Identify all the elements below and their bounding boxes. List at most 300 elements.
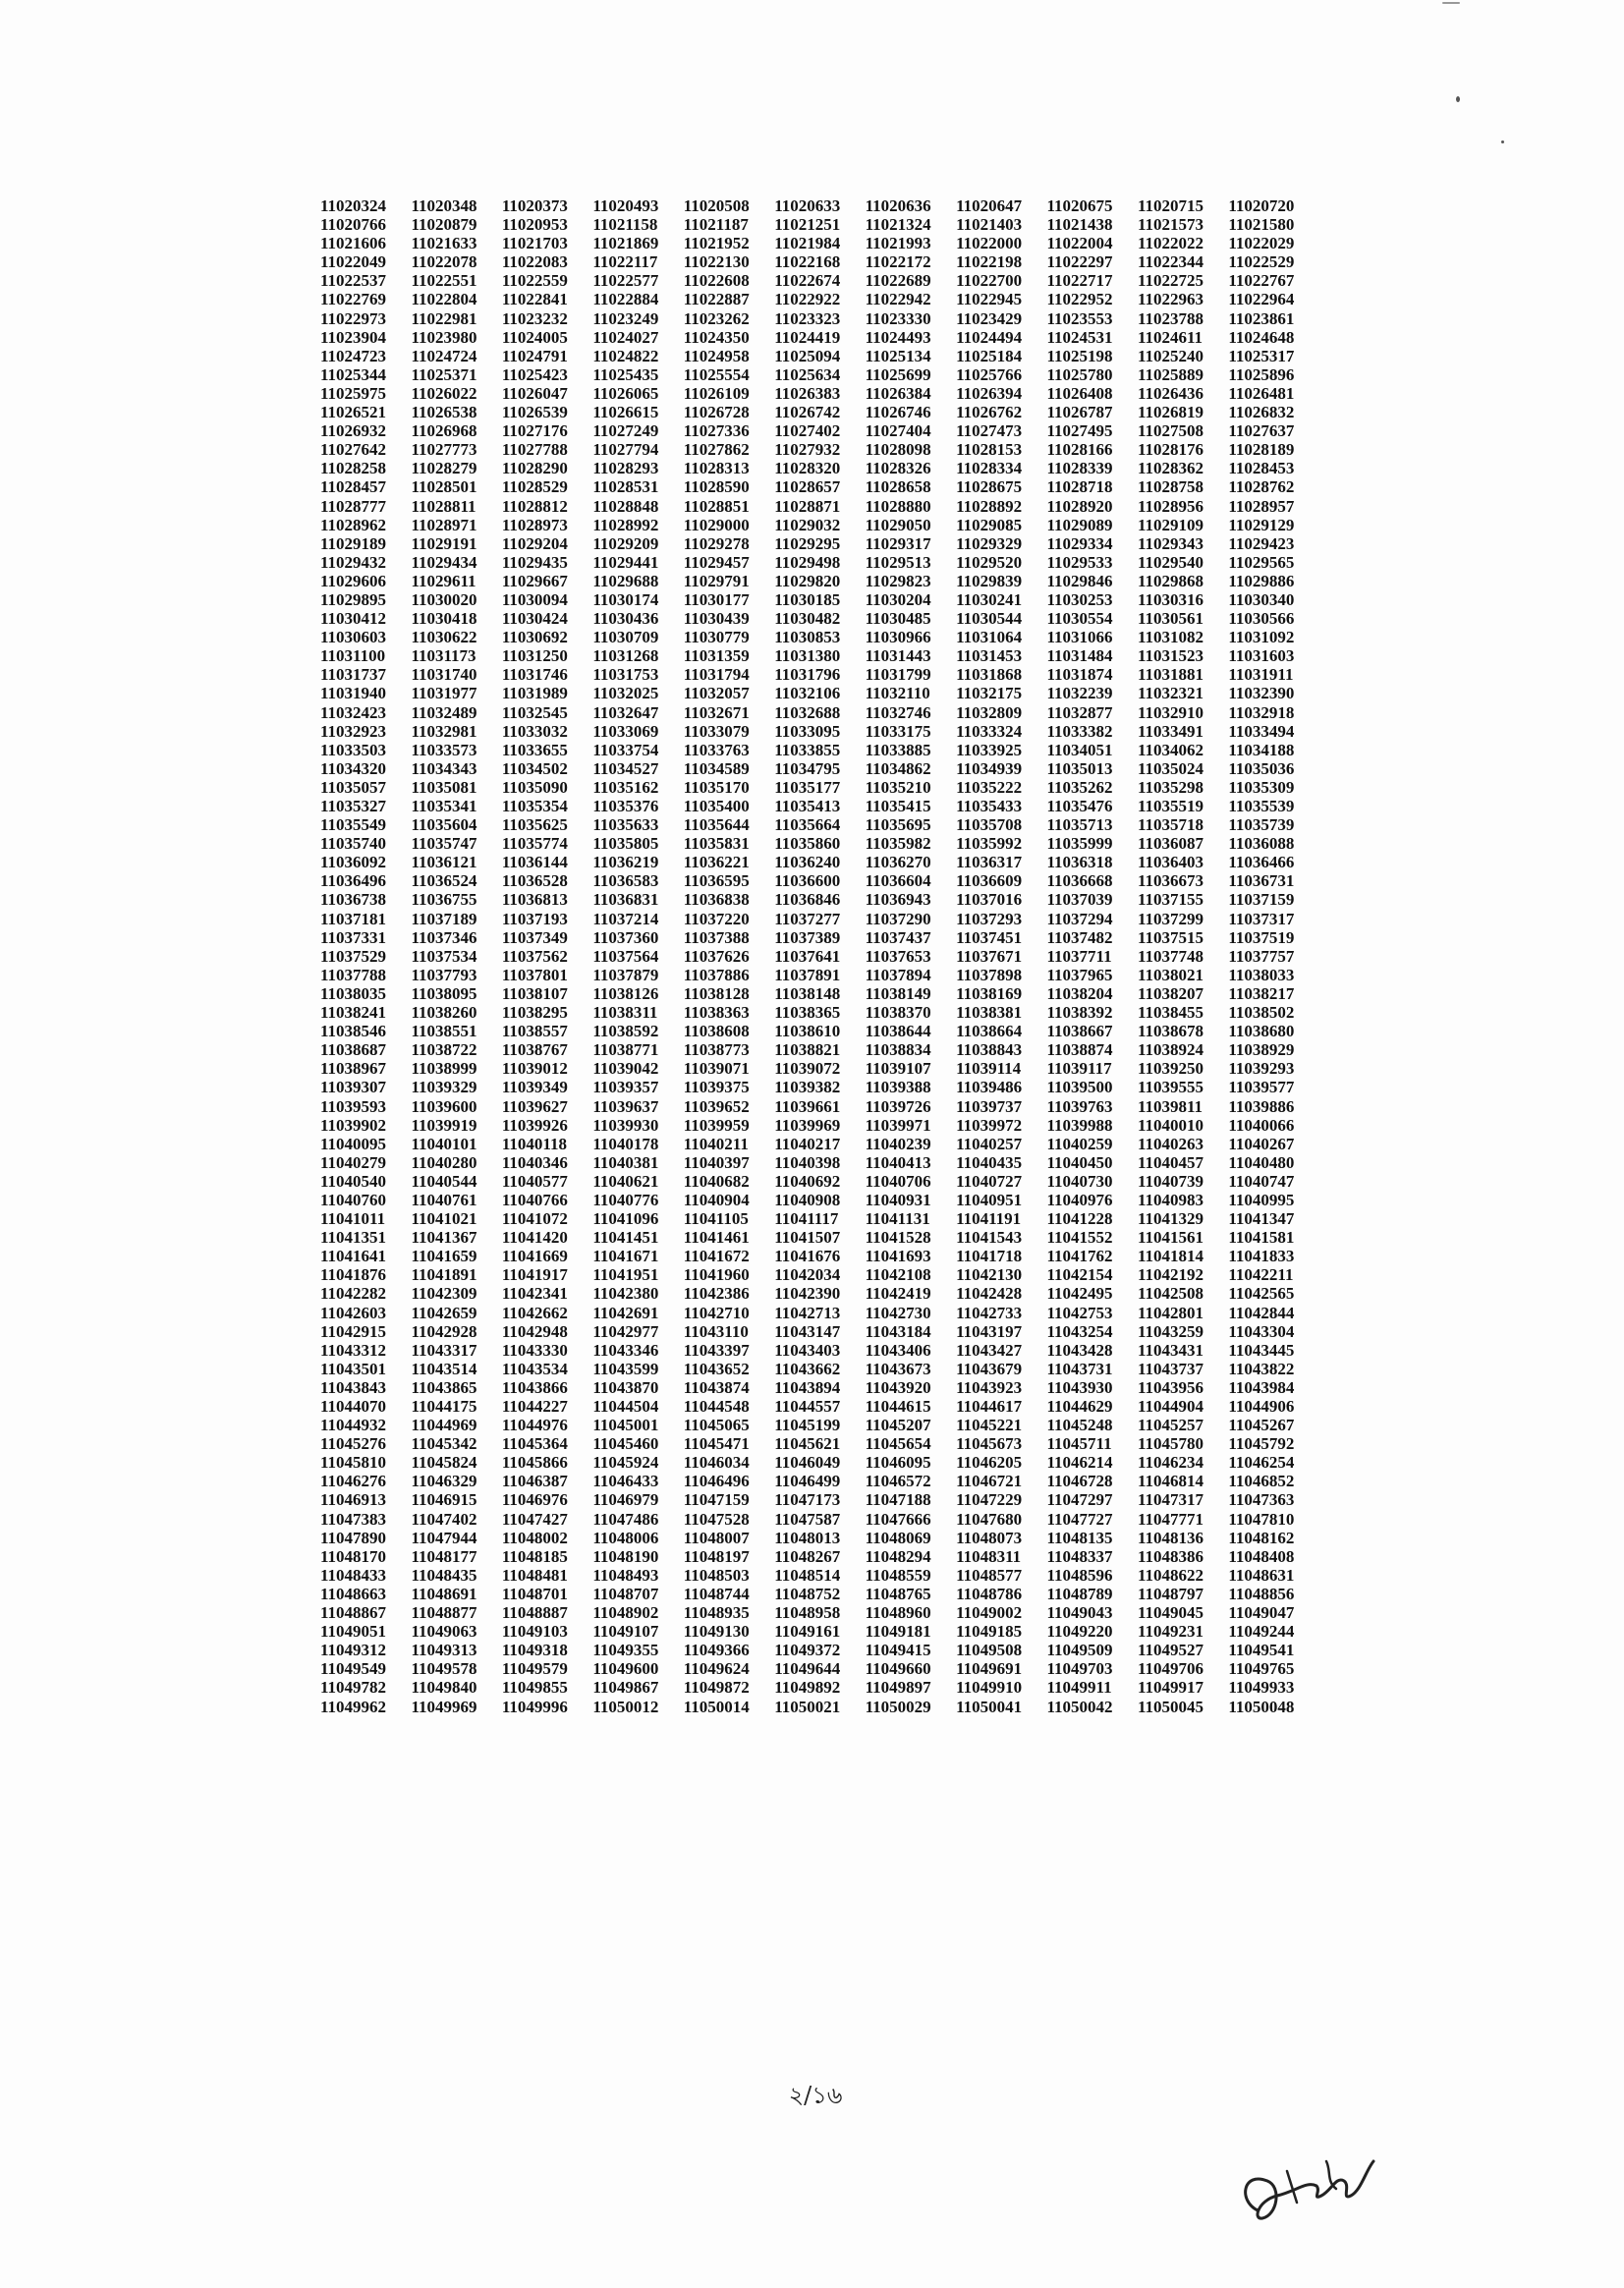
roll-number-cell: 11022725 — [1137, 271, 1204, 291]
roll-number-cell: 11037388 — [683, 927, 750, 947]
roll-number-cell: 11040280 — [411, 1152, 477, 1172]
roll-number-cell: 11025198 — [1046, 346, 1113, 365]
roll-number-cell: 11022344 — [1137, 252, 1204, 272]
roll-number-cell: 11044932 — [320, 1416, 387, 1435]
roll-number-cell: 11022963 — [1137, 290, 1204, 309]
roll-number-cell: 11031100 — [320, 646, 386, 666]
roll-number-cell: 11031868 — [956, 665, 1023, 685]
roll-number-cell: 11037788 — [320, 965, 387, 984]
roll-number-cell: 11022029 — [1228, 234, 1295, 253]
roll-number-cell: 11043147 — [774, 1321, 841, 1341]
roll-number-cell: 11049867 — [592, 1678, 659, 1698]
roll-number-cell: 11037564 — [592, 946, 659, 966]
roll-number-cell: 11025889 — [1137, 364, 1204, 384]
roll-number-cell: 11035013 — [1046, 758, 1113, 778]
roll-number-cell: 11037529 — [320, 946, 387, 966]
roll-number-cell: 11021438 — [1046, 215, 1113, 235]
roll-number-cell: 11047383 — [320, 1509, 387, 1529]
roll-number-cell: 11048797 — [1137, 1584, 1204, 1603]
roll-number-cell: 11032423 — [320, 702, 387, 722]
roll-number-cell: 11043534 — [501, 1359, 568, 1378]
roll-number-cell: 11033503 — [320, 740, 387, 759]
roll-number-cell: 11050029 — [865, 1697, 931, 1716]
roll-number-cell: 11046728 — [1046, 1472, 1113, 1491]
roll-number-cell: 11036221 — [683, 853, 750, 872]
roll-number-cell: 11032688 — [774, 702, 841, 722]
roll-number-cell: 11043874 — [683, 1377, 750, 1397]
roll-number-cell: 11041351 — [320, 1228, 387, 1248]
roll-number-cell: 11038821 — [774, 1040, 841, 1060]
roll-number-cell: 11021158 — [592, 215, 658, 235]
roll-number-cell: 11026022 — [411, 383, 477, 403]
roll-number-cell: 11038874 — [1046, 1040, 1113, 1060]
roll-number-cell: 11045207 — [865, 1416, 931, 1435]
roll-number-cell: 11045711 — [1046, 1434, 1112, 1454]
roll-number-cell: 11024724 — [411, 346, 477, 365]
roll-number-cell: 11035210 — [865, 777, 931, 797]
roll-number-cell: 11049508 — [956, 1641, 1023, 1660]
roll-number-cell: 11036673 — [1137, 871, 1204, 891]
roll-number-cell: 11031881 — [1137, 665, 1204, 685]
roll-number-cell: 11035774 — [501, 834, 568, 854]
roll-number-cell: 11037519 — [1228, 927, 1295, 947]
roll-number-cell: 11022297 — [1046, 252, 1113, 272]
roll-number-cell: 11046433 — [592, 1472, 659, 1491]
roll-number-cell: 11048170 — [320, 1546, 387, 1566]
roll-number-cell: 11031092 — [1228, 628, 1295, 647]
roll-number-cell: 11048663 — [320, 1584, 387, 1603]
roll-number-cell: 11049578 — [411, 1659, 477, 1679]
roll-number-cell: 11045065 — [683, 1416, 750, 1435]
roll-number-cell: 11041228 — [1046, 1209, 1113, 1229]
roll-number-cell: 11041191 — [956, 1209, 1022, 1229]
roll-number-cell: 11035708 — [956, 815, 1023, 835]
roll-number-cell: 11033095 — [774, 721, 841, 741]
roll-number-cell: 11041951 — [592, 1265, 659, 1285]
roll-number-cell: 11036943 — [865, 890, 931, 910]
roll-number-cell: 11027495 — [1046, 421, 1113, 441]
roll-number-cell: 11022804 — [411, 290, 477, 309]
roll-number-cell: 11041420 — [501, 1228, 568, 1248]
roll-number-cell: 11036092 — [320, 853, 387, 872]
roll-number-cell: 11040267 — [1228, 1134, 1295, 1153]
roll-number-cell: 11048007 — [683, 1528, 750, 1547]
roll-number-cell: 11034939 — [956, 758, 1023, 778]
roll-number-cell: 11022083 — [501, 252, 568, 272]
roll-number-cell: 11050014 — [683, 1697, 750, 1716]
roll-number-cell: 11035718 — [1137, 815, 1204, 835]
roll-number-cell: 11049703 — [1046, 1659, 1113, 1679]
roll-number-cell: 11031250 — [501, 646, 568, 666]
roll-number-cell: 11049872 — [683, 1678, 750, 1698]
roll-number-cell: 11043254 — [1046, 1321, 1113, 1341]
roll-number-cell: 11046049 — [774, 1453, 841, 1473]
roll-number-cell: 11030241 — [956, 589, 1023, 609]
roll-number-cell: 11022559 — [501, 271, 568, 291]
roll-number-cell: 11036528 — [501, 871, 568, 891]
roll-number-cell: 11038095 — [411, 983, 477, 1003]
roll-number-cell: 11021984 — [774, 234, 841, 253]
roll-number-cell: 11037016 — [956, 890, 1023, 910]
roll-number-cell: 11028851 — [683, 496, 750, 516]
signature — [1228, 2142, 1385, 2240]
roll-number-cell: 11029667 — [501, 571, 568, 590]
roll-number-cell: 11034527 — [592, 758, 659, 778]
roll-number-cell: 11030174 — [592, 589, 659, 609]
roll-number-cell: 11040480 — [1228, 1152, 1295, 1172]
roll-number-cell: 11048311 — [956, 1546, 1022, 1566]
roll-number-cell: 11037437 — [865, 927, 931, 947]
roll-number-cell: 11038217 — [1228, 983, 1295, 1003]
roll-number-cell: 11029823 — [865, 571, 931, 590]
roll-number-cell: 11026383 — [774, 383, 841, 403]
roll-number-cell: 11048197 — [683, 1546, 750, 1566]
roll-number-cell: 11039293 — [1228, 1059, 1295, 1079]
roll-number-cell: 11044615 — [865, 1397, 931, 1416]
roll-number-cell: 11028848 — [592, 496, 659, 516]
roll-number-cell: 11037891 — [774, 965, 841, 984]
roll-number-cell: 11029295 — [774, 533, 841, 553]
roll-number-cell: 11030485 — [865, 609, 931, 629]
roll-number-cell: 11037515 — [1137, 927, 1204, 947]
roll-number-cell: 11049996 — [501, 1697, 568, 1716]
roll-number-cell: 11037220 — [683, 909, 750, 928]
roll-number-cell: 11042928 — [411, 1321, 477, 1341]
roll-number-cell: 11049855 — [501, 1678, 568, 1698]
roll-number-cell: 11037193 — [501, 909, 568, 928]
roll-number-cell: 11048960 — [865, 1603, 931, 1623]
roll-number-cell: 11045792 — [1228, 1434, 1295, 1454]
roll-number-cell: 11043304 — [1228, 1321, 1295, 1341]
roll-number-cell: 11028920 — [1046, 496, 1113, 516]
roll-number-cell: 11044976 — [501, 1416, 568, 1435]
roll-number-cell: 11049624 — [683, 1659, 750, 1679]
roll-number-cell: 11039811 — [1137, 1096, 1204, 1116]
roll-number-cell: 11041367 — [411, 1228, 477, 1248]
roll-number-cell: 11046913 — [320, 1490, 387, 1510]
roll-number-cell: 11040544 — [411, 1171, 477, 1191]
roll-number-cell: 11048136 — [1137, 1528, 1204, 1547]
roll-number-cell: 11041833 — [1228, 1247, 1295, 1266]
roll-number-cell: 11036831 — [592, 890, 659, 910]
roll-number-cell: 11033855 — [774, 740, 841, 759]
roll-number-cell: 11027249 — [592, 421, 659, 441]
roll-number-cell: 11045276 — [320, 1434, 387, 1454]
roll-number-cell: 11044629 — [1046, 1397, 1113, 1416]
roll-number-cell: 11030185 — [774, 589, 841, 609]
roll-number-cell: 11041105 — [683, 1209, 749, 1229]
roll-number-cell: 11034062 — [1137, 740, 1204, 759]
roll-number-cell: 11026065 — [592, 383, 659, 403]
roll-number-cell: 11042380 — [592, 1284, 659, 1304]
roll-number-cell: 11042603 — [320, 1303, 387, 1322]
roll-number-cell: 11040995 — [1228, 1190, 1295, 1209]
roll-number-cell: 11037346 — [411, 927, 477, 947]
roll-number-cell: 11045001 — [592, 1416, 659, 1435]
roll-number-cell: 11035327 — [320, 797, 387, 815]
roll-number-cell: 11038365 — [774, 1003, 841, 1023]
roll-number-cell: 11031794 — [683, 665, 750, 685]
roll-number-cell: 11049318 — [501, 1641, 568, 1660]
roll-number-cell: 11028811 — [411, 496, 476, 516]
roll-number-cell: 11026819 — [1137, 403, 1204, 422]
roll-number-cell: 11047159 — [683, 1490, 750, 1510]
roll-number-cell: 11042730 — [865, 1303, 931, 1322]
roll-number-cell: 11029204 — [501, 533, 568, 553]
roll-number-cell: 11038667 — [1046, 1022, 1113, 1041]
roll-number-cell: 11049051 — [320, 1622, 387, 1642]
roll-number-cell: 11038107 — [501, 983, 568, 1003]
roll-number-cell: 11038169 — [956, 983, 1023, 1003]
roll-number-cell: 11046814 — [1137, 1472, 1204, 1491]
roll-number-cell: 11028758 — [1137, 477, 1204, 497]
roll-number-cell: 11047317 — [1137, 1490, 1204, 1510]
roll-number-cell: 11046276 — [320, 1472, 387, 1491]
roll-number-cell: 11020348 — [411, 196, 477, 215]
roll-number-cell: 11022769 — [320, 290, 387, 309]
roll-number-cell: 11037894 — [865, 965, 931, 984]
roll-number-cell: 11035081 — [411, 777, 477, 797]
roll-number-cell: 11029688 — [592, 571, 659, 590]
roll-number-cell: 11035090 — [501, 777, 568, 797]
roll-number-cell: 11037331 — [320, 927, 387, 947]
roll-number-cell: 11043403 — [774, 1340, 841, 1360]
roll-number-cell: 11042733 — [956, 1303, 1023, 1322]
roll-number-cell: 11039652 — [683, 1096, 750, 1116]
roll-number-cell: 11025435 — [592, 364, 659, 384]
roll-number-cell: 11048433 — [320, 1565, 387, 1585]
roll-number-cell: 11043673 — [865, 1359, 931, 1378]
roll-number-cell: 11037294 — [1046, 909, 1113, 928]
roll-number-cell: 11036496 — [320, 871, 387, 891]
roll-number-cell: 11042948 — [501, 1321, 568, 1341]
roll-number-cell: 11027336 — [683, 421, 750, 441]
roll-number-cell: 11036524 — [411, 871, 477, 891]
roll-number-cell: 11028962 — [320, 515, 387, 534]
roll-number-cell: 11043737 — [1137, 1359, 1204, 1378]
roll-number-cell: 11037039 — [1046, 890, 1113, 910]
roll-number-cell: 11024027 — [592, 327, 659, 347]
roll-number-cell: 11049415 — [865, 1641, 931, 1660]
roll-number-cell: 11039763 — [1046, 1096, 1113, 1116]
roll-number-cell: 11049660 — [865, 1659, 931, 1679]
roll-number-cell: 11045673 — [956, 1434, 1023, 1454]
roll-number-cell: 11048190 — [592, 1546, 659, 1566]
roll-number-cell: 11031911 — [1228, 665, 1294, 685]
roll-number-cell: 11038551 — [411, 1022, 477, 1041]
roll-number-cell: 11045257 — [1137, 1416, 1204, 1435]
roll-number-cell: 11027508 — [1137, 421, 1204, 441]
roll-number-cell: 11029000 — [683, 515, 750, 534]
roll-number-cell: 11029868 — [1137, 571, 1204, 590]
roll-number-cell: 11022168 — [774, 252, 841, 272]
roll-number-cell: 11047810 — [1228, 1509, 1295, 1529]
roll-number-cell: 11038021 — [1137, 965, 1204, 984]
roll-number-cell: 11025975 — [320, 383, 387, 403]
roll-number-cell: 11032809 — [956, 702, 1023, 722]
roll-number-cell: 11046387 — [501, 1472, 568, 1491]
roll-number-cell: 11035999 — [1046, 834, 1113, 854]
roll-number-cell: 11048002 — [501, 1528, 568, 1547]
roll-number-cell: 11025240 — [1137, 346, 1204, 365]
roll-number-cell: 11039382 — [774, 1078, 841, 1097]
roll-number-cell: 11049541 — [1228, 1641, 1295, 1660]
roll-number-cell: 11029085 — [956, 515, 1023, 534]
roll-number-cell: 11043428 — [1046, 1340, 1113, 1360]
roll-number-cell: 11037389 — [774, 927, 841, 947]
roll-number-cell: 11045364 — [501, 1434, 568, 1454]
roll-number-cell: 11024822 — [592, 346, 659, 365]
roll-number-cell: 11031796 — [774, 665, 841, 685]
roll-number-cell: 11025344 — [320, 364, 387, 384]
roll-number-cell: 11035539 — [1228, 797, 1295, 815]
roll-number-cell: 11047427 — [501, 1509, 568, 1529]
roll-number-cell: 11039357 — [592, 1078, 659, 1097]
roll-number-cell: 11037626 — [683, 946, 750, 966]
roll-number-cell: 11025317 — [1228, 346, 1295, 365]
roll-number-cell: 11020720 — [1228, 196, 1295, 215]
roll-number-cell: 11047486 — [592, 1509, 659, 1529]
roll-number-cell: 11035831 — [683, 834, 750, 854]
roll-number-cell: 11038678 — [1137, 1022, 1204, 1041]
roll-number-cell: 11029129 — [1228, 515, 1295, 534]
roll-number-cell: 11021993 — [865, 234, 931, 253]
roll-number-cell: 11027788 — [501, 440, 568, 460]
roll-number-cell: 11040760 — [320, 1190, 387, 1209]
roll-number-cell: 11048877 — [411, 1603, 477, 1623]
roll-number-cell: 11030779 — [683, 628, 750, 647]
roll-number-cell: 11030692 — [501, 628, 568, 647]
roll-number-cell: 11041561 — [1137, 1228, 1204, 1248]
roll-number-cell: 11034343 — [411, 758, 477, 778]
roll-number-cell: 11035604 — [411, 815, 477, 835]
roll-number-cell: 11043501 — [320, 1359, 387, 1378]
roll-number-cell: 11036604 — [865, 871, 931, 891]
roll-number-cell: 11042309 — [411, 1284, 477, 1304]
roll-number-cell: 11037671 — [956, 946, 1023, 966]
roll-number-cell: 11042108 — [865, 1265, 931, 1285]
roll-number-cell: 11029457 — [683, 552, 750, 572]
roll-number-cell: 11036240 — [774, 853, 841, 872]
roll-number-cell: 11041072 — [501, 1209, 568, 1229]
roll-number-cell: 11041461 — [683, 1228, 750, 1248]
roll-number-cell: 11033069 — [592, 721, 659, 741]
roll-number-cell: 11043445 — [1228, 1340, 1295, 1360]
roll-number-cell: 11043514 — [411, 1359, 477, 1378]
roll-number-cell: 11026746 — [865, 403, 931, 422]
roll-number-cell: 11028957 — [1228, 496, 1295, 516]
roll-number-cell: 11043865 — [411, 1377, 477, 1397]
roll-number-cell: 11049043 — [1046, 1603, 1113, 1623]
roll-number-cell: 11043427 — [956, 1340, 1023, 1360]
roll-number-cell: 11035309 — [1228, 777, 1295, 797]
roll-number-cell: 11029895 — [320, 589, 387, 609]
roll-number-cell: 11035992 — [956, 834, 1023, 854]
roll-number-cell: 11035625 — [501, 815, 568, 835]
roll-number-cell: 11035549 — [320, 815, 387, 835]
roll-number-cell: 11029520 — [956, 552, 1023, 572]
roll-number-cell: 11044557 — [774, 1397, 841, 1416]
roll-number-cell: 11039926 — [501, 1115, 568, 1135]
roll-number-cell: 11043652 — [683, 1359, 750, 1378]
roll-number-cell: 11032545 — [501, 702, 568, 722]
roll-number-cell: 11035740 — [320, 834, 387, 854]
roll-number-cell: 11028362 — [1137, 459, 1204, 478]
roll-number-cell: 11042282 — [320, 1284, 387, 1304]
roll-number-cell: 11037801 — [501, 965, 568, 984]
roll-number-cell: 11049002 — [956, 1603, 1023, 1623]
roll-number-cell: 11031064 — [956, 628, 1023, 647]
roll-number-cell: 11048691 — [411, 1584, 477, 1603]
roll-number-cell: 11043894 — [774, 1377, 841, 1397]
roll-number-cell: 11048789 — [1046, 1584, 1113, 1603]
roll-number-cell: 11032671 — [683, 702, 750, 722]
roll-number-cell: 11039972 — [956, 1115, 1023, 1135]
roll-number-cell: 11039959 — [683, 1115, 750, 1135]
roll-number-cell: 11049312 — [320, 1641, 387, 1660]
roll-number-cell: 11045621 — [774, 1434, 841, 1454]
roll-number-cell: 11042662 — [501, 1303, 568, 1322]
roll-number-cell: 11031380 — [774, 646, 841, 666]
roll-number-cell: 11040621 — [592, 1171, 659, 1191]
roll-number-cell: 11038363 — [683, 1003, 750, 1023]
roll-number-cell: 11037290 — [865, 909, 931, 928]
roll-number-cell: 11048577 — [956, 1565, 1023, 1585]
roll-number-cell: 11038680 — [1228, 1022, 1295, 1041]
roll-number-cell: 11026384 — [865, 383, 931, 403]
roll-number-cell: 11029317 — [865, 533, 931, 553]
roll-number-cell: 11028777 — [320, 496, 387, 516]
roll-number-cell: 11035415 — [865, 797, 931, 815]
roll-number-cell: 11032239 — [1046, 684, 1113, 703]
roll-number-cell: 11043870 — [592, 1377, 659, 1397]
roll-number-cell: 11036755 — [411, 890, 477, 910]
roll-number-cell: 11025780 — [1046, 364, 1113, 384]
roll-number-cell: 11048435 — [411, 1565, 477, 1585]
roll-number-cell: 11048185 — [501, 1546, 568, 1566]
roll-number-cell: 11027402 — [774, 421, 841, 441]
roll-number-cell: 11048294 — [865, 1546, 931, 1566]
roll-number-cell: 11049161 — [774, 1622, 841, 1642]
roll-number-cell: 11036609 — [956, 871, 1023, 891]
roll-number-cell: 11043330 — [501, 1340, 568, 1360]
roll-number-cell: 11028313 — [683, 459, 750, 478]
roll-number-cell: 11036583 — [592, 871, 659, 891]
roll-number-cell: 11029846 — [1046, 571, 1113, 590]
roll-number-cell: 11045924 — [592, 1453, 659, 1473]
roll-number-cell: 11039726 — [865, 1096, 931, 1116]
roll-number-cell: 11048786 — [956, 1584, 1023, 1603]
roll-number-cell: 11028658 — [865, 477, 931, 497]
roll-number-cell: 11022049 — [320, 252, 387, 272]
roll-number-cell: 11043431 — [1137, 1340, 1204, 1360]
roll-number-cell: 11041552 — [1046, 1228, 1113, 1248]
roll-number-cell: 11036731 — [1228, 871, 1295, 891]
roll-number-cell: 11022689 — [865, 271, 931, 291]
roll-number-cell: 11025184 — [956, 346, 1023, 365]
roll-number-cell: 11040257 — [956, 1134, 1023, 1153]
roll-number-cell: 11040577 — [501, 1171, 568, 1191]
roll-number-cell: 11028531 — [592, 477, 659, 497]
roll-number-cell: 11034795 — [774, 758, 841, 778]
roll-number-cell: 11046034 — [683, 1453, 750, 1473]
roll-number-cell: 11047297 — [1046, 1490, 1113, 1510]
roll-number-cell: 11041669 — [501, 1247, 568, 1266]
roll-number-cell: 11038033 — [1228, 965, 1295, 984]
roll-number-cell: 11039971 — [865, 1115, 931, 1135]
roll-number-cell: 11029435 — [501, 552, 568, 572]
roll-number-cell: 11028892 — [956, 496, 1023, 516]
